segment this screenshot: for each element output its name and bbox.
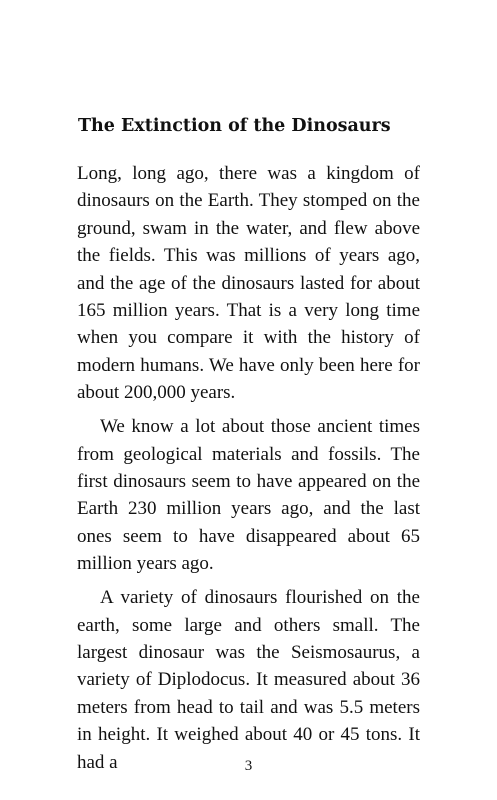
page-number: 3 — [244, 758, 253, 774]
paragraph-3: A variety of dinosaurs flourished on the earth, some large and others small. The largest dinosaur was the Seismosaurus, a variety of Diplodocus. It measured about 36 meters from head to tail and was 5.5 meters in height. It weighed about 40 or 45 tons. It had a — [77, 587, 420, 773]
paragraph-1: Long, long ago, there was a kingdom of dinosaurs on the Earth. They stomped on the ground, swam in the water, and flew above the fields. This was millions of years ago, and the age of the dinosaurs lasted for about 165 million years. That is a very long time when you compare it with the history of modern humans. We have only been here for about 200,000 years. — [77, 163, 420, 404]
paragraph-2: We know a lot about those ancient times from geological materials and fossils. The first dinosaurs seem to have appeared on the Earth 230 million years ago, and the last ones seem to have disappeared about 65 million years ago. — [77, 416, 420, 575]
chapter-title: The Extinction of the Dinosaurs — [78, 116, 391, 136]
body-text — [77, 160, 420, 776]
